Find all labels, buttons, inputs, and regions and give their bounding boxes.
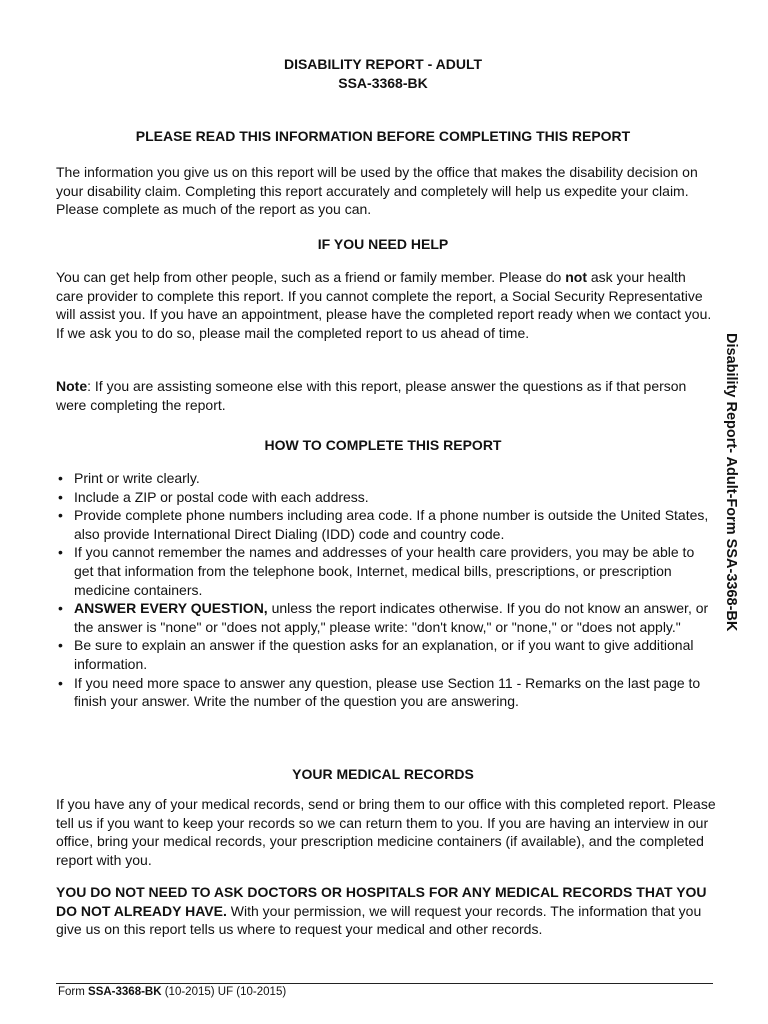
footer-divider <box>56 983 713 984</box>
form-title: DISABILITY REPORT - ADULT <box>283 56 483 72</box>
help-heading: IF YOU NEED HELP <box>317 236 449 252</box>
bullet-icon: • <box>58 600 63 617</box>
bullet-icon: • <box>58 544 63 561</box>
item-text: unless the report indicates otherwise. If you do not know an answer, or the answer is "none" or "does not apply," please write: "don't know," or "none," or "does not apply." <box>74 600 709 635</box>
item-text: If you cannot remember the names and addresses of your health care providers, you may be able to get that information from the telephone book, Internet, medical bills, prescriptions, or prescription medicine containers. <box>74 544 695 598</box>
intro-paragraph: The information you give us on this report will be used by the office that makes the disability decision on your disability claim. Completing this report accurately and completely will help us expedite your claim. Please complete as much of the report as you can. <box>56 164 698 218</box>
list-item <box>56 674 716 711</box>
sidebar-text: Disability Report- Adult-Form SSA-3368-BK <box>723 333 739 632</box>
item-text: Be sure to explain an answer if the question asks for an explanation, or if you want to give additional information. <box>74 637 694 672</box>
list-item <box>56 599 716 636</box>
help-paragraph <box>56 268 716 342</box>
help-text-after: ask your health care provider to complete this report. If you cannot complete the report, a Social Security Representative will assist you. If you have an appointment, please have the completed report ready when we contact you. If we ask you to do so, please mail the completed report to us ahead of time. <box>56 269 712 341</box>
how-to-heading: HOW TO COMPLETE THIS REPORT <box>264 437 502 453</box>
bullet-icon: • <box>58 637 63 654</box>
how-to-list <box>56 469 716 711</box>
item-text: Include a ZIP or postal code with each address. <box>74 488 369 505</box>
item-text: Print or write clearly. <box>74 470 200 486</box>
note-paragraph <box>56 377 716 414</box>
help-text-before: You can get help from other people, such as a friend or family member. Please do <box>56 269 566 285</box>
footer-form-number: SSA-3368-BK <box>88 986 162 998</box>
list-item <box>56 488 716 507</box>
bullet-icon: • <box>58 507 63 524</box>
records-heading: YOUR MEDICAL RECORDS <box>292 766 474 782</box>
list-item <box>56 636 716 673</box>
help-text-bold: not <box>565 269 587 285</box>
form-number: SSA-3368-BK <box>338 75 428 91</box>
sidebar-vertical-label <box>722 333 740 653</box>
records-after-text: With your permission, we will request your records. The information that you give us on this report tells us where to request your medical and other records. <box>56 902 702 938</box>
list-item <box>56 506 716 543</box>
item-bold-text: ANSWER EVERY QUESTION, <box>74 600 268 617</box>
records-bold-paragraph <box>56 883 716 939</box>
bullet-icon: • <box>58 674 63 691</box>
bullet-icon: • <box>58 488 63 505</box>
bullet-icon: • <box>58 470 63 486</box>
read-first-heading: PLEASE READ THIS INFORMATION BEFORE COMPLETING THIS REPORT <box>135 128 631 144</box>
list-item <box>56 543 716 599</box>
footer-suffix: (10-2015) UF (10-2015) <box>161 986 287 998</box>
item-text: If you need more space to answer any question, please use Section 11 - Remarks on the last page to finish your answer. Write the number of the question you are answering. <box>74 674 701 710</box>
list-item <box>56 469 716 488</box>
records-paragraph: If you have any of your medical records, send or bring them to our office with this completed report. Please tell us if you want to keep your records so we can return them to you. If you are having an interview in our office, bring your medical records, your prescription medicine containers (if available), and the completed report with you. <box>56 796 716 868</box>
records-bold-text: YOU DO NOT NEED TO ASK DOCTORS OR HOSPITALS FOR ANY MEDICAL RECORDS THAT YOU DO NOT ALREADY HAVE. <box>56 884 707 919</box>
footer-prefix: Form <box>58 986 89 998</box>
item-text: Provide complete phone numbers including area code. If a phone number is outside the United States, also provide International Direct Dialing (IDD) code and country code. <box>74 507 709 542</box>
note-label: Note <box>56 378 88 394</box>
note-text: : If you are assisting someone else with this report, please answer the questions as if that person were completing the report. <box>56 378 687 413</box>
footer <box>58 985 286 999</box>
